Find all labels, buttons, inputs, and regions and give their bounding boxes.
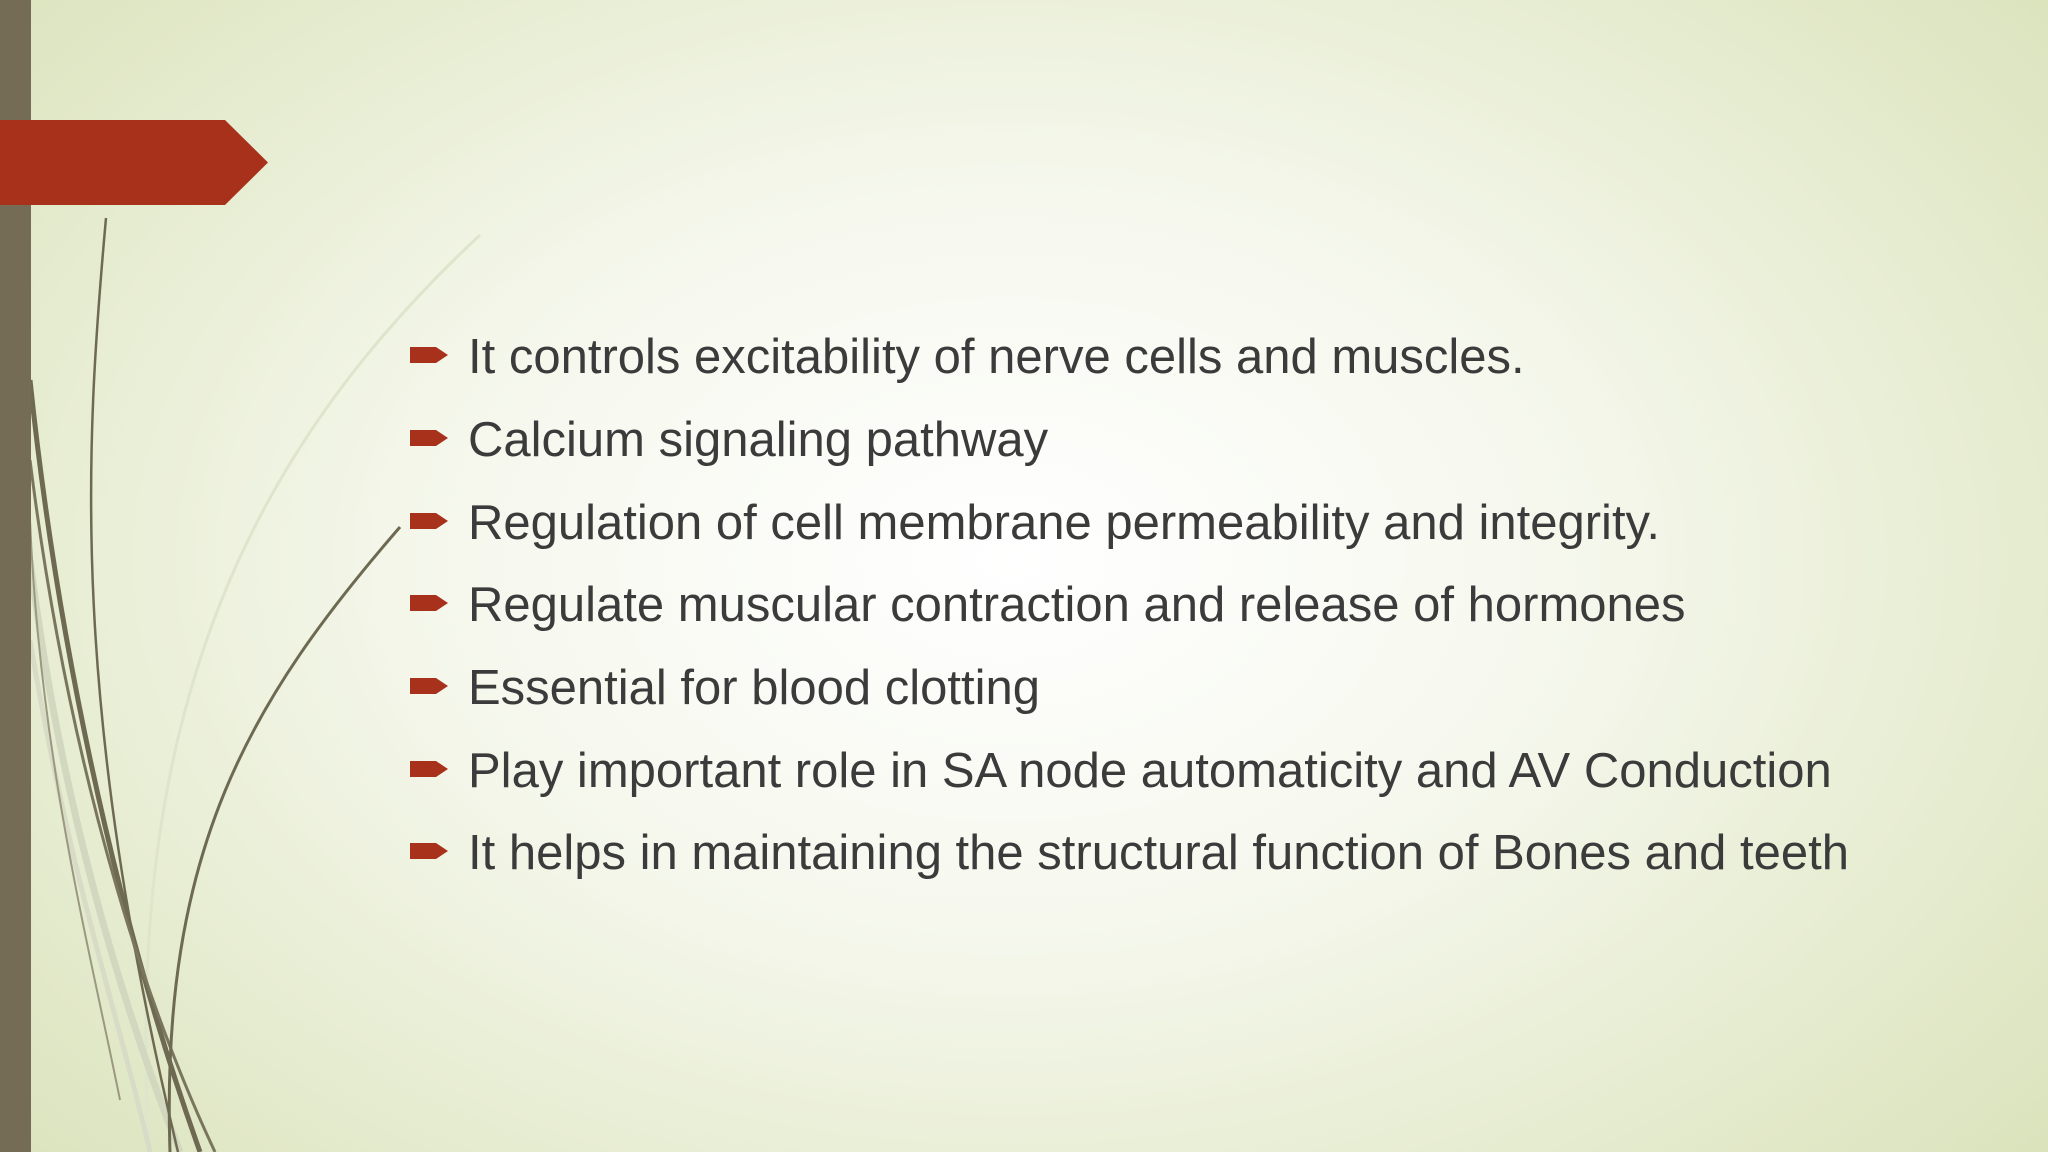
bullet-text: Play important role in SA node automaticity and AV Conduction <box>468 743 1832 798</box>
bullet-text: It controls excitability of nerve cells and muscles. <box>468 330 1525 385</box>
right-arrow-tag-icon <box>410 510 450 532</box>
right-arrow-tag-icon <box>410 344 450 366</box>
right-arrow-tag-icon <box>410 840 450 862</box>
bullet-text: Essential for blood clotting <box>468 661 1040 716</box>
list-item <box>410 647 2010 730</box>
bullet-text: Regulate muscular contraction and release of hormones <box>468 578 1686 633</box>
bullet-text: Regulation of cell membrane permeability and integrity. <box>468 495 1661 550</box>
right-arrow-tag-icon <box>410 427 450 449</box>
list-item <box>410 399 2010 482</box>
right-arrow-tag-icon <box>410 592 450 614</box>
list-item <box>410 812 2010 895</box>
list-item <box>410 729 2010 812</box>
bullet-list <box>410 316 2010 895</box>
right-arrow-tag-icon <box>410 758 450 780</box>
right-arrow-tag-icon <box>410 675 450 697</box>
list-item <box>410 481 2010 564</box>
bullet-text: Calcium signaling pathway <box>468 413 1049 468</box>
list-item <box>410 564 2010 647</box>
bullet-text: It helps in maintaining the structural function of Bones and teeth <box>468 826 1850 881</box>
red-arrow-tab <box>0 120 268 205</box>
list-item <box>410 316 2010 399</box>
